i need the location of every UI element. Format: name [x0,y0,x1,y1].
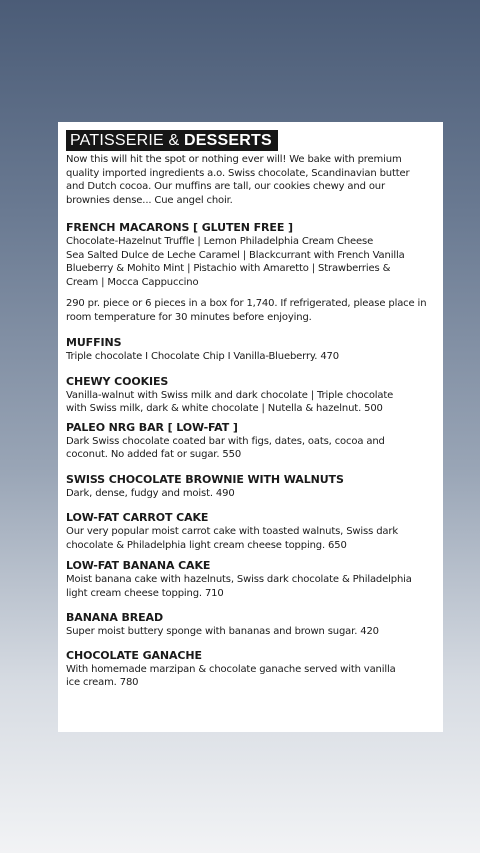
item-name: LOW-FAT CARROT CAKE [66,511,209,524]
item-name: MUFFINS [66,336,122,349]
item-chocolate-ganache [66,648,435,690]
menu-title-light: PATISSERIE & [70,132,185,149]
item-macarons-price-note [66,297,435,324]
item-name: CHEWY COOKIES [66,374,169,388]
item-chewy-cookies [66,374,435,416]
item-description: Triple chocolate I Chocolate Chip I Vanilla-Blueberry. 470 [66,351,339,362]
menu-intro: Now this will hit the spot or nothing ever will! We bake with premium quality imported ingredients a.o. Swiss chocolate, Scandinavian butter and Dutch cocoa. Our muffins are tall, our cookies chewy and our brownies dense... Cue angel choir. [66,154,410,206]
item-description: Chocolate-Hazelnut Truffle | Lemon Philadelphia Cream Cheese Sea Salted Dulce de Leche Caramel | Blackcurrant with French Vanilla Blueberry & Mohito Mint | Pistachio with Amaretto | Strawberries & Cream | Mocca Cappuccino [66,236,405,288]
item-name: BANANA BREAD [66,611,163,624]
item-paleo-nrg-bar [66,420,435,462]
menu-title [66,130,278,151]
item-name: PALEO NRG BAR [ LOW-FAT ] [66,420,238,434]
item-french-macarons [66,220,435,289]
item-swiss-chocolate-brownie [66,472,435,501]
item-description: Moist banana cake with hazelnuts, Swiss dark chocolate & Philadelphia light cream cheese topping. 710 [66,574,412,599]
item-description: Super moist buttery sponge with bananas and brown sugar. 420 [66,626,379,637]
item-name: SWISS CHOCOLATE BROWNIE WITH WALNUTS [66,472,344,486]
item-description: 290 pr. piece or 6 pieces in a box for 1,740. If refrigerated, please place in room temperature for 30 minutes before enjoying. [66,298,427,323]
item-banana-bread [66,610,435,639]
item-name: LOW-FAT BANANA CAKE [66,559,211,572]
item-low-fat-banana-cake [66,558,435,600]
item-description: Dark, dense, fudgy and moist. 490 [66,487,235,499]
item-description: Vanilla-walnut with Swiss milk and dark chocolate | Triple chocolate with Swiss milk, dark & white chocolate | Nutella & hazelnut. 500 [66,389,394,414]
menu-title-bold: DESSERTS [184,132,272,149]
menu-card [58,122,443,732]
item-low-fat-carrot-cake [66,510,435,552]
item-description: Our very popular moist carrot cake with toasted walnuts, Swiss dark chocolate & Philadelphia light cream cheese topping. 650 [66,526,398,551]
item-muffins [66,335,435,364]
item-name: FRENCH MACARONS [ GLUTEN FREE ] [66,221,293,234]
item-description: Dark Swiss chocolate coated bar with figs, dates, oats, cocoa and coconut. No added fat or sugar. 550 [66,435,385,460]
item-description: With homemade marzipan & chocolate ganache served with vanilla ice cream. 780 [66,663,396,688]
item-name: CHOCOLATE GANACHE [66,648,202,662]
